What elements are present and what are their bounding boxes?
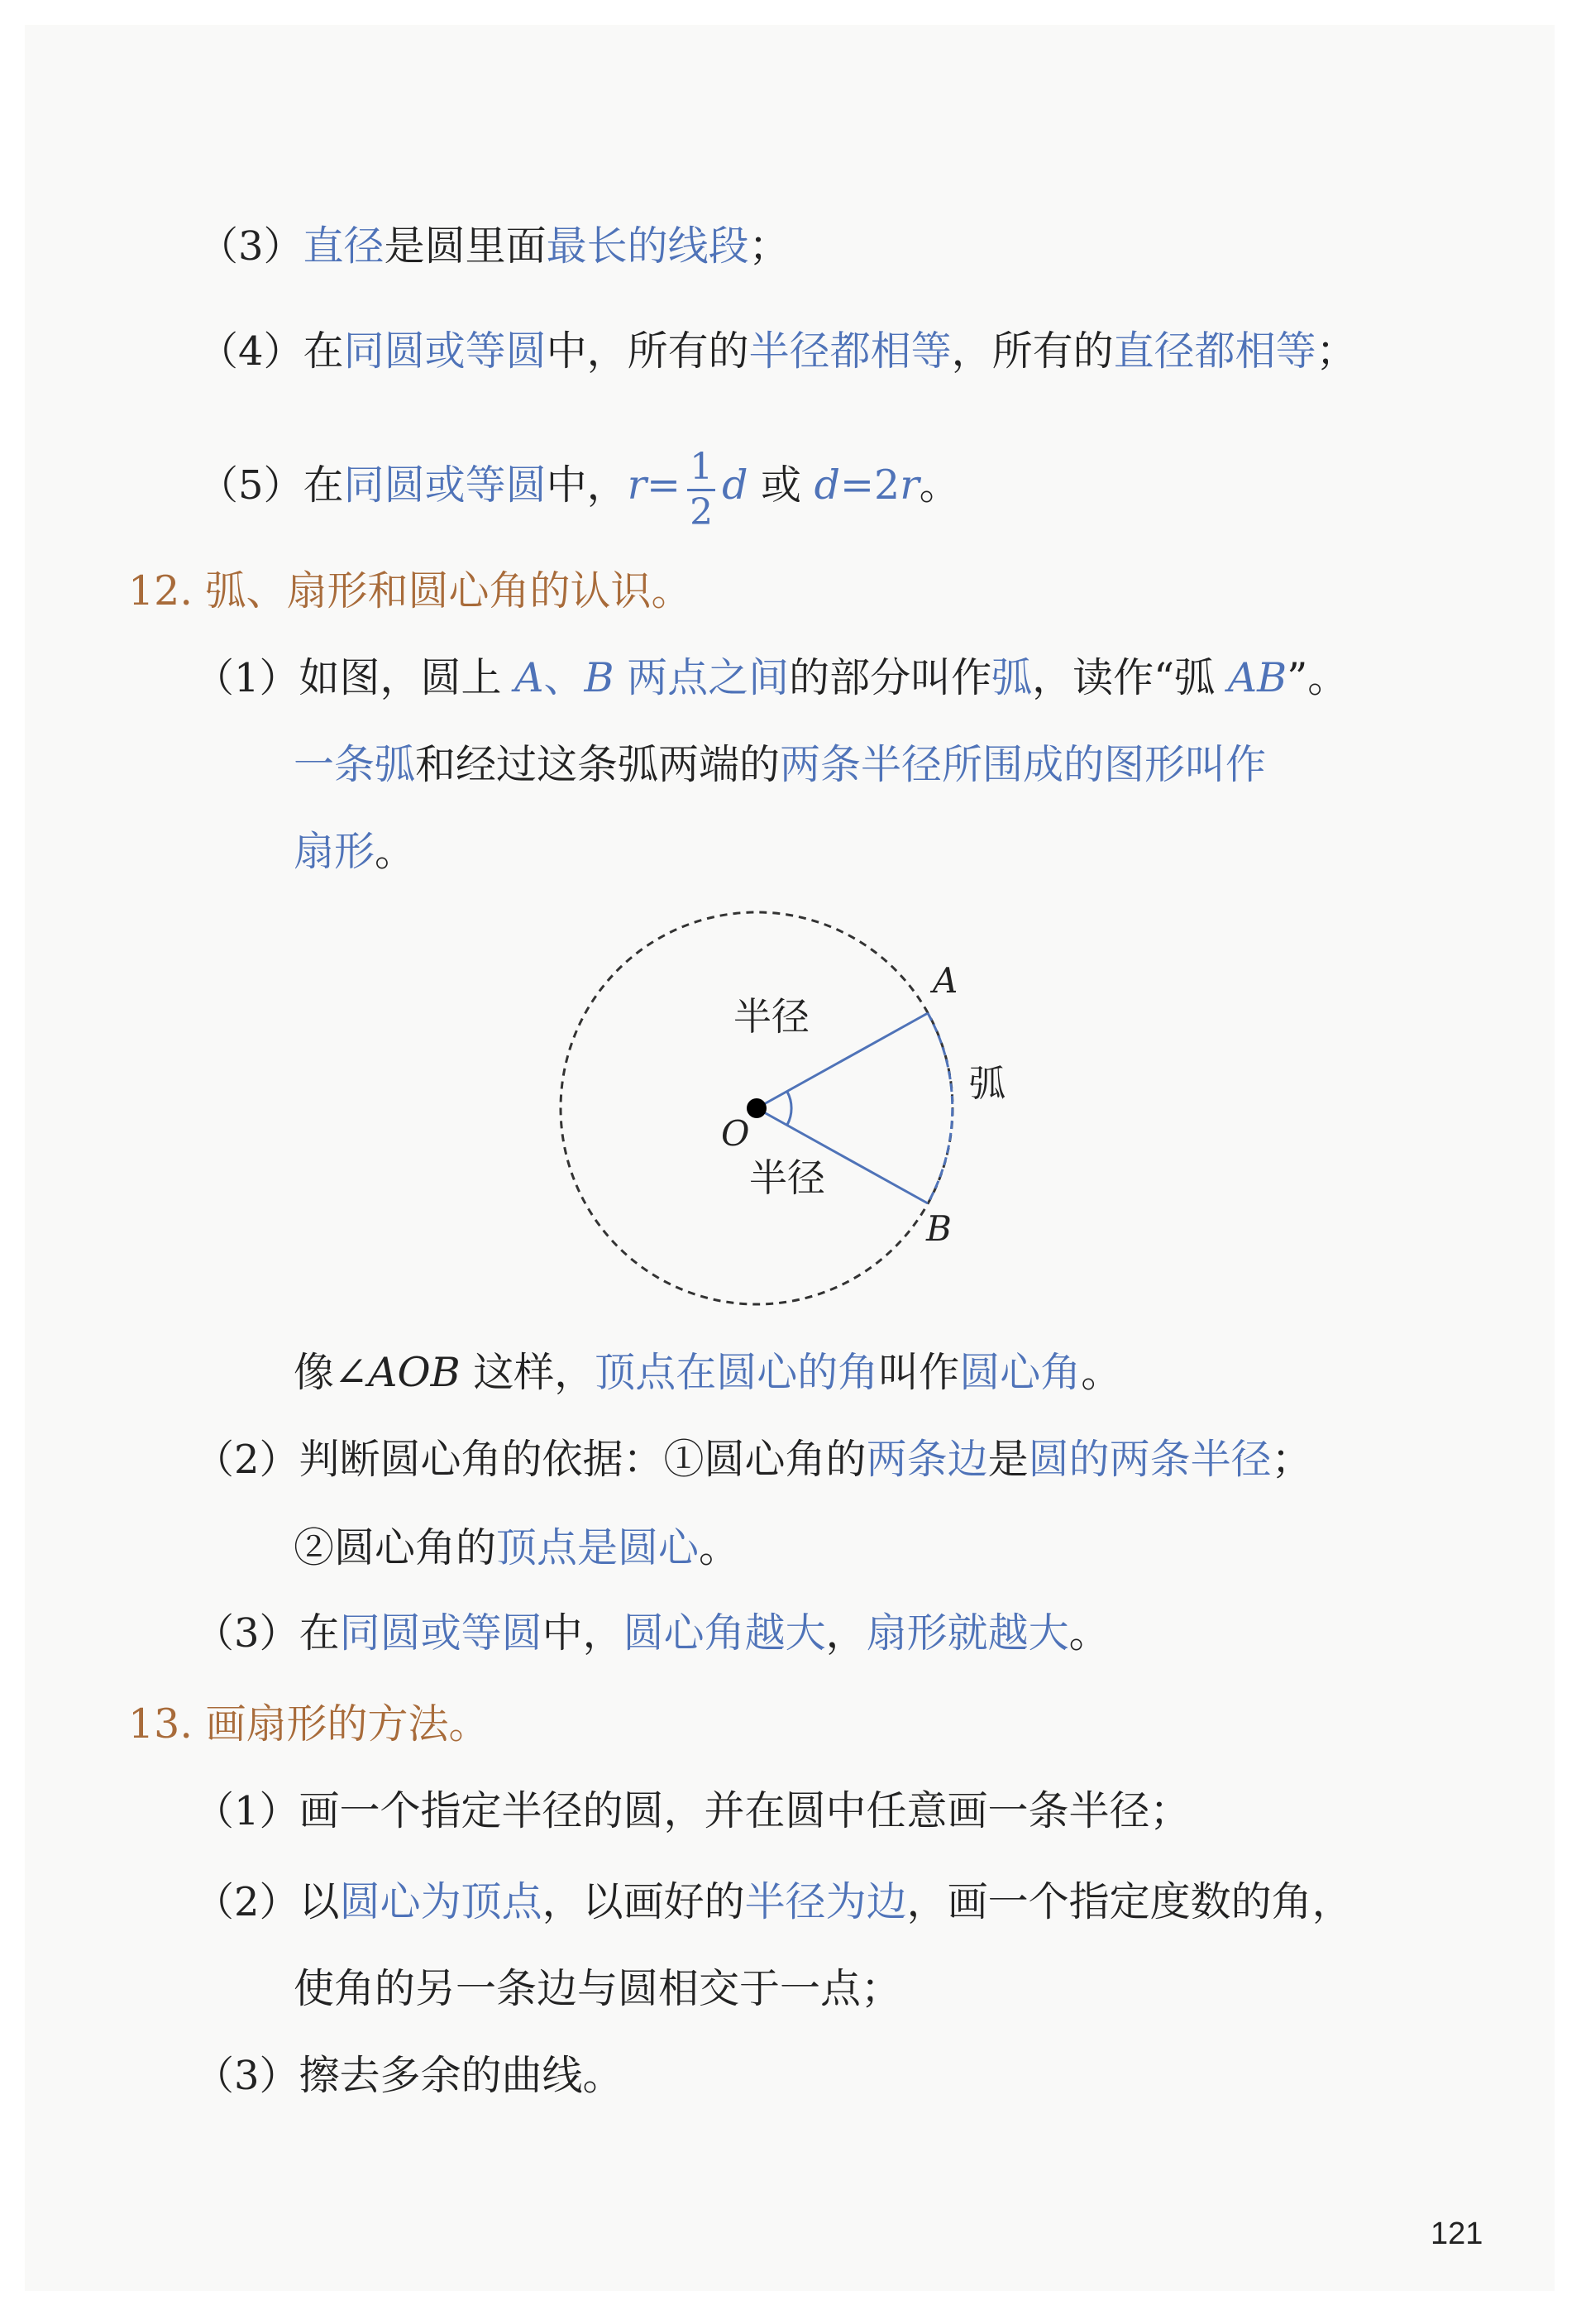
- formula-eq2: =2: [840, 461, 900, 509]
- label-arc: 弧: [969, 1063, 1006, 1105]
- sec13-item-3: [194, 2052, 623, 2099]
- term-radii-equal: 半径都相等: [748, 328, 952, 375]
- text: 中，: [546, 461, 628, 509]
- term-vertex-at-center: 顶点在圆心的角: [595, 1349, 879, 1396]
- label-o: O: [721, 1113, 750, 1154]
- text: ；: [748, 222, 790, 270]
- text: 这样，: [460, 1349, 595, 1396]
- text: 在: [303, 461, 344, 509]
- page-number: 121: [1431, 2216, 1483, 2251]
- text: ，读作“弧: [1032, 654, 1228, 701]
- text: 画一个指定半径的圆，并在圆中任意画一条半径；: [299, 1787, 1191, 1834]
- label-b: B: [926, 1208, 952, 1249]
- arc-ab-highlight: [928, 1013, 953, 1203]
- formula-r: r: [627, 461, 647, 509]
- point-a: A: [514, 654, 544, 701]
- text: 叫作: [878, 1349, 960, 1396]
- term-arc: 弧: [991, 654, 1033, 701]
- text: 、: [543, 654, 585, 701]
- text: 如图，圆上: [299, 654, 515, 701]
- item-number: （1）: [194, 1788, 299, 1834]
- section-heading-13: 13. 画扇形的方法。: [128, 1700, 490, 1748]
- sec12-item-2-line2: [294, 1524, 740, 1571]
- text: ，画一个指定度数的角，: [906, 1878, 1353, 1925]
- item-number: （5）: [198, 462, 303, 509]
- text: 在: [303, 328, 344, 375]
- text: ，以画好的: [542, 1878, 745, 1925]
- term-center-as-vertex: 圆心为顶点: [339, 1878, 542, 1925]
- term-same-circle: 同圆或等圆: [339, 1609, 542, 1657]
- term-diameter: 直径: [303, 222, 385, 270]
- term-vertex-is-center: 顶点是圆心: [496, 1524, 700, 1571]
- term-same-circle: 同圆或等圆: [343, 461, 547, 509]
- text: 以: [299, 1878, 340, 1925]
- text: 是: [987, 1436, 1029, 1483]
- item-number: （1）: [194, 655, 299, 701]
- text: 。: [699, 1524, 740, 1571]
- sec12-item-3: [194, 1609, 1110, 1657]
- text: 擦去多余的曲线。: [299, 2052, 623, 2099]
- item-number: （3）: [194, 1610, 299, 1657]
- term-one-arc: 一条弧: [294, 741, 416, 788]
- sec13-item-1: [194, 1787, 1191, 1834]
- sec13-item-2: [194, 1878, 1353, 1925]
- text: 和经过这条弧两端的: [415, 741, 781, 788]
- label-radius-bottom: 半径: [749, 1155, 825, 1200]
- text: ；: [1271, 1436, 1312, 1483]
- item-number: （2）: [194, 1437, 299, 1483]
- central-angle-mark: [787, 1092, 791, 1125]
- item-number: （4）: [198, 328, 303, 375]
- text: ，所有的: [951, 328, 1114, 375]
- text: ”。: [1287, 654, 1349, 701]
- arc-ab: AB: [1227, 654, 1287, 701]
- text-or: 或: [748, 461, 814, 509]
- text: 中，: [542, 1609, 623, 1657]
- label-radius-top: 半径: [733, 994, 810, 1039]
- label-a: A: [933, 960, 958, 1001]
- sec12-item-2: [194, 1436, 1312, 1483]
- term-radius-as-side: 半径为边: [744, 1878, 907, 1925]
- text: 。: [375, 828, 416, 875]
- term-two-sides: 两条边: [866, 1436, 988, 1483]
- formula-r2: r: [900, 461, 920, 509]
- term-larger-angle: 圆心角越大: [623, 1609, 826, 1657]
- formula-equals: =: [647, 461, 681, 509]
- page: [25, 25, 1555, 2291]
- term-central-angle: 圆心角: [959, 1349, 1082, 1396]
- fraction-denominator: 2: [690, 491, 714, 534]
- term-sector: 扇形: [294, 828, 375, 875]
- item-number: （3）: [198, 223, 303, 270]
- sector-figure: [25, 25, 1555, 2291]
- center-point: [747, 1098, 767, 1118]
- term-two-radii-of-circle: 圆的两条半径: [1028, 1436, 1272, 1483]
- text: 。: [1081, 1349, 1122, 1396]
- point-b: B: [584, 654, 614, 701]
- text: ，: [825, 1609, 867, 1657]
- text: 是圆里面: [384, 222, 547, 270]
- angle-aob: AOB: [368, 1349, 461, 1396]
- text: 判断圆心角的依据：①圆心角的: [299, 1436, 867, 1483]
- term-longest-segment: 最长的线段: [546, 222, 749, 270]
- text: 。: [1068, 1609, 1110, 1657]
- sec13-item-2-line2: 使角的另一条边与圆相交于一点；: [294, 1965, 902, 2012]
- formula-d: d: [722, 461, 748, 509]
- term-larger-sector: 扇形就越大: [866, 1609, 1069, 1657]
- text: 。: [919, 461, 960, 509]
- text: 中，所有的: [546, 328, 749, 375]
- text: 两点之间: [614, 654, 790, 701]
- item-number: （2）: [194, 1879, 299, 1925]
- term-diameters-equal: 直径都相等: [1113, 328, 1316, 375]
- text: 像∠: [294, 1349, 369, 1396]
- term-two-radii: 两条半径所围成的图形叫作: [780, 741, 1267, 788]
- term-same-circle: 同圆或等圆: [343, 328, 547, 375]
- section-heading-12: 12. 弧、扇形和圆心角的认识。: [128, 567, 692, 614]
- formula-d2: d: [814, 461, 840, 509]
- item-number: （3）: [194, 2053, 299, 2099]
- central-angle-definition: [294, 1349, 1122, 1396]
- text: 的部分叫作: [789, 654, 992, 701]
- text: ②圆心角的: [294, 1524, 497, 1571]
- fraction-numerator: 1: [690, 446, 714, 488]
- text: 在: [299, 1609, 340, 1657]
- text: ；: [1316, 328, 1357, 375]
